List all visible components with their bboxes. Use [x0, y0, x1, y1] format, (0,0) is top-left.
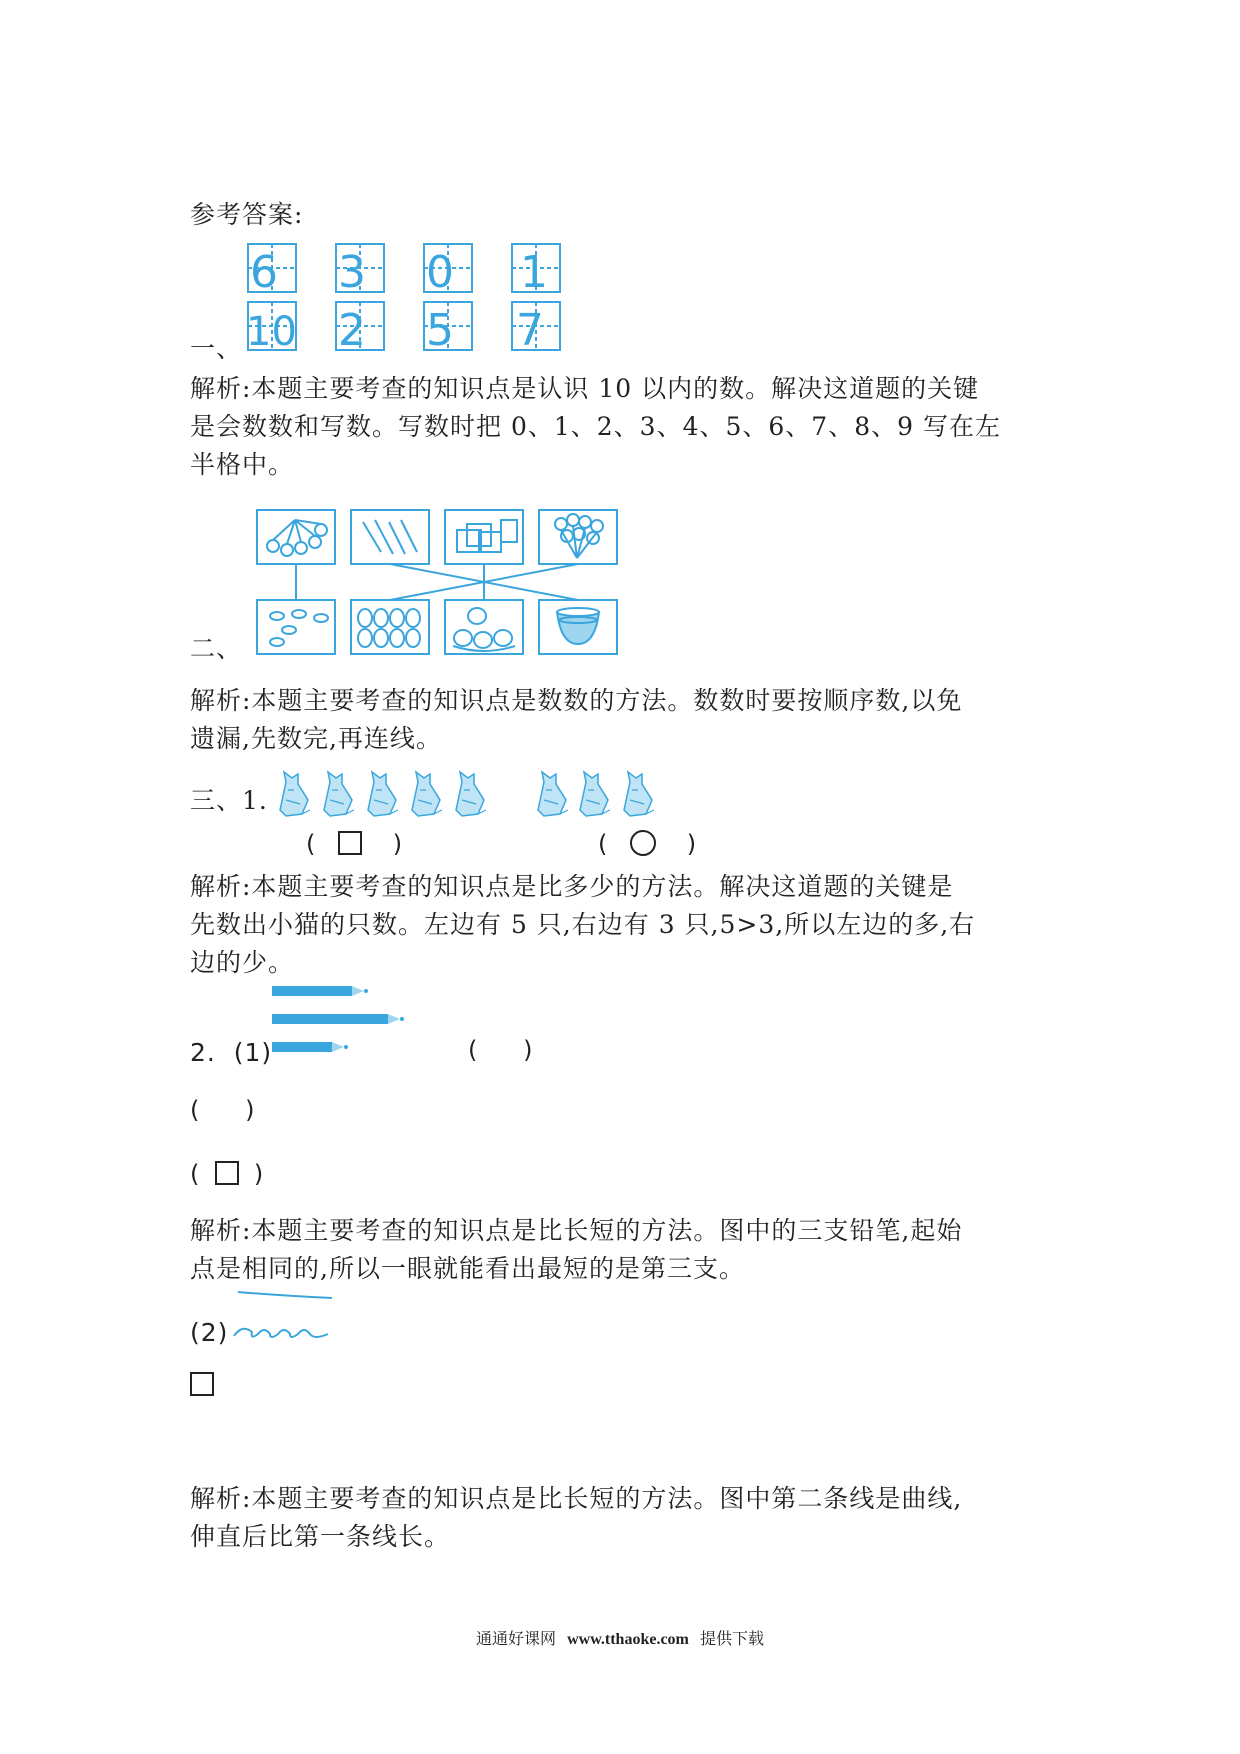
curved-line — [232, 1318, 332, 1348]
pencil-3-answer: ( ) — [190, 1160, 264, 1188]
cats-picture — [276, 770, 666, 820]
pencil-2 — [272, 1014, 388, 1024]
answer-title: 参考答案: — [190, 200, 304, 229]
pencils-picture — [272, 984, 412, 1056]
pencil-1 — [272, 986, 352, 996]
q3-2-analysis: 解析:本题主要考查的知识点是比长短的方法。图中的三支铅笔,起始 点是相同的,所以一眼就能看出最短的是第三支。 — [190, 1216, 963, 1283]
cat-icon — [538, 772, 568, 816]
cat-icon — [280, 772, 310, 816]
digit-cell: 10 — [246, 309, 297, 355]
q3-right-answer: ( ) — [598, 830, 697, 858]
pencil-1-answer: ( ) — [468, 1036, 533, 1064]
book-icon — [457, 520, 517, 552]
cat-icon — [456, 772, 486, 816]
cherry-icon — [267, 520, 327, 556]
square-mark — [215, 1161, 239, 1185]
strawberry-icon — [358, 609, 420, 647]
digit-grid — [240, 240, 570, 360]
q2-analysis: 解析:本题主要考查的知识点是数数的方法。数数时要按顺序数,以免 遗漏,先数完,再连线。 — [190, 686, 963, 753]
q2-label: 二、 — [190, 634, 243, 663]
pencils-box — [351, 510, 429, 564]
digit-cell: 6 — [250, 247, 278, 298]
square-mark — [190, 1372, 214, 1396]
digit-cell: 7 — [516, 305, 544, 356]
digit-cell: 0 — [426, 247, 454, 298]
cat-icon — [624, 772, 654, 816]
digit-cell: 2 — [338, 305, 366, 356]
digit-cell: 1 — [520, 247, 548, 298]
circle-mark — [630, 830, 656, 856]
q3-2-sub2-label: (2) — [190, 1318, 229, 1347]
cat-icon — [324, 772, 354, 816]
matching-picture — [255, 508, 625, 656]
footer-url[interactable]: www.tthaoke.com — [567, 1631, 689, 1648]
q3-label: 三、1. — [190, 786, 268, 815]
cat-icon — [580, 772, 610, 816]
q3-analysis: 解析:本题主要考查的知识点是比多少的方法。解决这道题的关键是 先数出小猫的只数。左边有 5 只,右边有 3 只,5>3,所以左边的多,右 边的少。 — [190, 872, 976, 977]
q3-left-answer: ( ) — [306, 830, 403, 858]
footer-suffix: 提供下载 — [699, 1629, 764, 1648]
straight-line — [236, 1286, 336, 1302]
square-mark — [338, 831, 362, 855]
footer — [0, 1626, 1240, 1649]
peach-icon — [453, 608, 515, 651]
cat-icon — [368, 772, 398, 816]
flowers-box — [257, 600, 335, 654]
cat-icon — [412, 772, 442, 816]
digit-cell: 3 — [338, 247, 366, 298]
digit-cell: 5 — [426, 305, 454, 356]
cherries-box — [257, 510, 335, 564]
flower-icon — [270, 610, 328, 646]
q1-label: 一、 — [190, 334, 243, 363]
q3-2-analysis2: 解析:本题主要考查的知识点是比长短的方法。图中第二条线是曲线, 伸直后比第一条线长。 — [190, 1484, 963, 1551]
pencil-2-answer: ( ) — [190, 1096, 255, 1124]
bowl-icon — [557, 608, 599, 644]
pencil-3 — [272, 1042, 332, 1052]
footer-site-name: 通通好课网 — [476, 1629, 557, 1648]
pencil-icon — [363, 520, 417, 554]
peaches-box — [445, 600, 523, 654]
balloon-icon — [555, 514, 603, 558]
q1-analysis: 解析:本题主要考查的知识点是认识 10 以内的数。解决这道题的关键 是会数数和写数。写数时把 0、1、2、3、4、5、6、7、8、9 写在左 半格中。 — [190, 374, 1001, 479]
q3-2-label: 2. (1) — [190, 1038, 273, 1067]
